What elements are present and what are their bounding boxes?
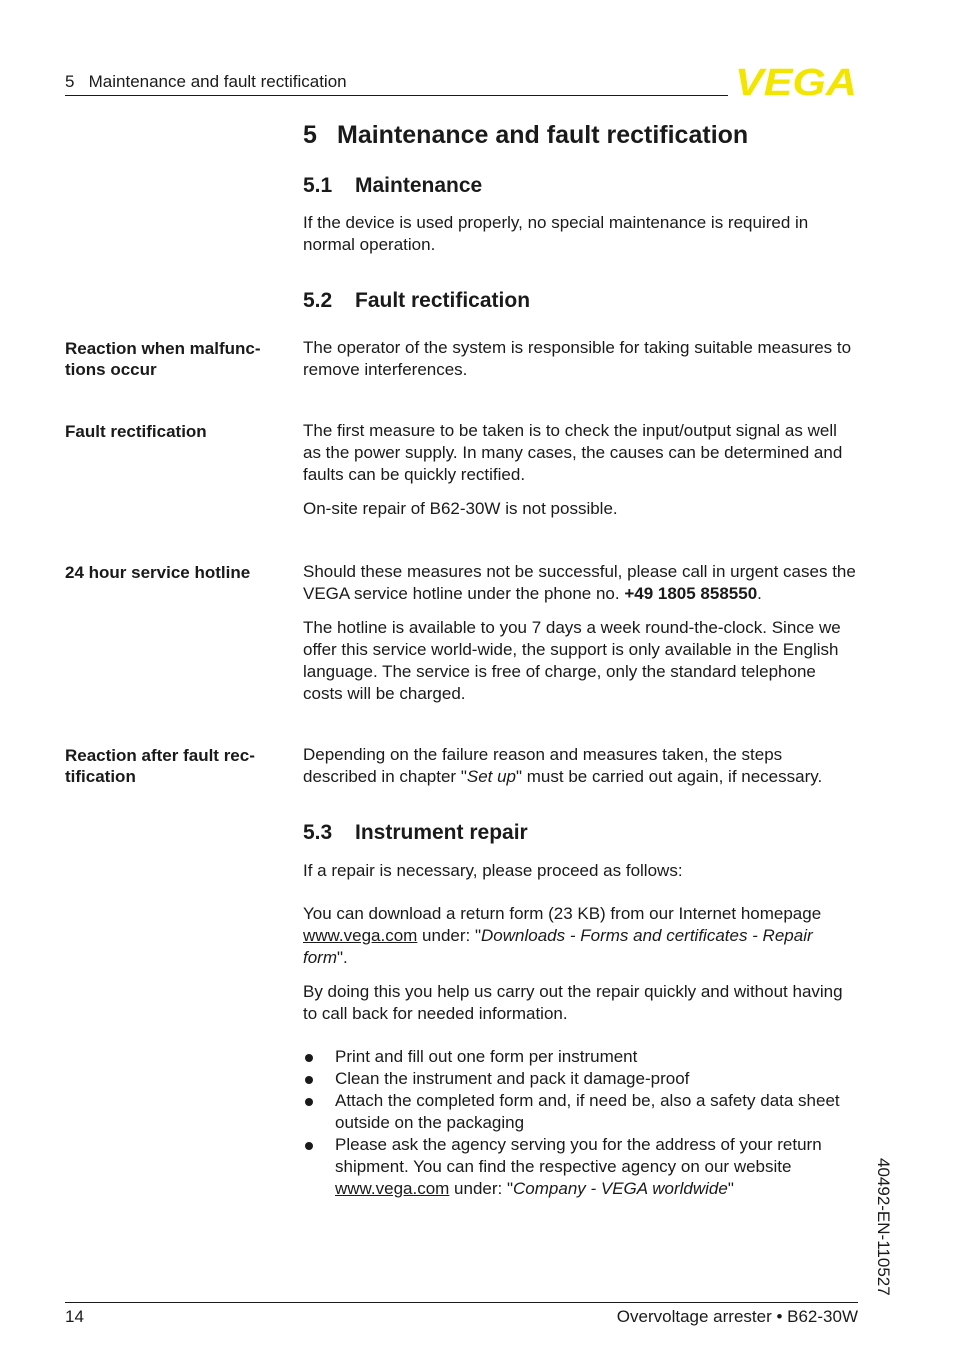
vega-website-link[interactable]: www.vega.com bbox=[303, 926, 418, 945]
section-5-3-title: 5.3 Instrument repair bbox=[303, 821, 528, 844]
svg-text:VEGA: VEGA bbox=[735, 64, 857, 98]
vega-website-link[interactable]: www.vega.com bbox=[335, 1179, 450, 1198]
repair-download-text: You can download a return form (23 KB) from our Internet homepage www.vega.com under: "Downloads - Forms and certificates - Repair form". bbox=[303, 904, 822, 967]
bullet-icon bbox=[305, 1076, 313, 1084]
running-header: 5 Maintenance and fault rectification bbox=[65, 72, 347, 91]
repair-steps-list bbox=[303, 1046, 859, 1200]
reaction-after-text: Depending on the failure reason and measures taken, the steps described in chapter "Set up" must be carried out again, if necessary. bbox=[303, 745, 823, 786]
fault-rectification-text2: On-site repair of B62-30W is not possible. bbox=[303, 499, 618, 518]
list-item: Clean the instrument and pack it damage-proof bbox=[303, 1068, 859, 1090]
maintenance-text: If the device is used properly, no special maintenance is required in normal operation. bbox=[303, 213, 809, 254]
hotline-phone-number: +49 1805 858550 bbox=[624, 584, 758, 603]
chapter-title: 5 Maintenance and fault rectification bbox=[303, 121, 749, 149]
footer-product: Overvoltage arrester • B62-30W bbox=[616, 1307, 858, 1326]
bullet-icon bbox=[305, 1142, 313, 1150]
service-hotline-text2: The hotline is available to you 7 days a week round-the-clock. Since we offer this service world-wide, the support is only available in the English language. The service is free of charge, only the standard telephone costs will be charged. bbox=[303, 618, 841, 703]
vega-logo bbox=[735, 64, 859, 98]
list-item: Please ask the agency serving you for the address of your return shipment. You can find the respective agency on our website www.vega.com under: "Company - VEGA worldwide" bbox=[303, 1134, 859, 1200]
service-hotline-label: 24 hour service hotline bbox=[65, 563, 251, 582]
repair-intro: If a repair is necessary, please proceed as follows: bbox=[303, 861, 683, 880]
section-5-2-title: 5.2 Fault rectification bbox=[303, 289, 531, 312]
repair-help-text: By doing this you help us carry out the repair quickly and without having to call back for needed information. bbox=[303, 982, 843, 1023]
document-number: 40492-EN-110527 bbox=[874, 1158, 893, 1296]
reaction-malfunction-text: The operator of the system is responsible for taking suitable measures to remove interferences. bbox=[303, 338, 852, 379]
header-rule bbox=[65, 95, 728, 96]
service-hotline-text1: Should these measures not be successful, please call in urgent cases the VEGA service hotline under the phone no. +49 1805 858550. bbox=[303, 562, 856, 603]
footer-rule bbox=[65, 1302, 858, 1303]
section-5-1-title: 5.1 Maintenance bbox=[303, 174, 483, 197]
bullet-icon bbox=[305, 1054, 313, 1062]
reaction-after-label: Reaction after fault rec- tification bbox=[65, 746, 255, 786]
reaction-malfunction-label: Reaction when malfunc- tions occur bbox=[65, 339, 261, 379]
list-item: Print and fill out one form per instrument bbox=[303, 1046, 859, 1068]
page-number: 14 bbox=[65, 1307, 84, 1326]
bullet-icon bbox=[305, 1098, 313, 1106]
list-item: Attach the completed form and, if need be, also a safety data sheet outside on the packaging bbox=[303, 1090, 859, 1134]
fault-rectification-text1: The first measure to be taken is to check the input/output signal as well as the power supply. In many cases, the causes can be determined and faults can be quickly rectified. bbox=[303, 421, 843, 484]
fault-rectification-label: Fault rectification bbox=[65, 422, 207, 441]
